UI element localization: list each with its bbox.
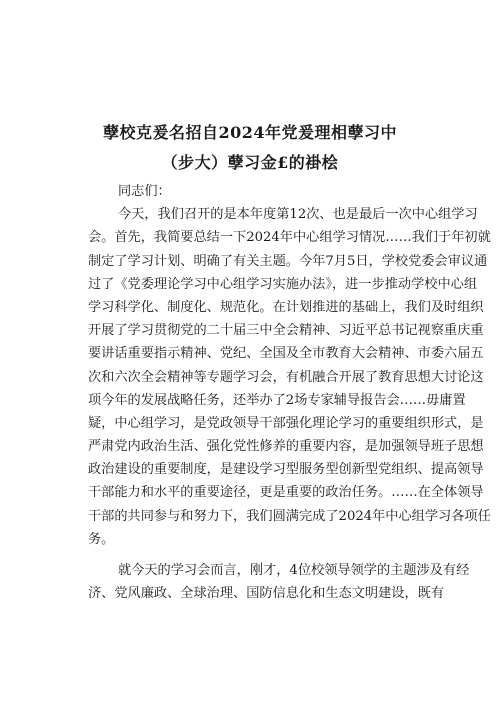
paragraph-1-line: 会。首先，我简要总结一下2024年中心组学习情况……我们于年初就 [88,230,491,246]
paragraph-1-line: 疑，中心组学习，是党政领导干部强化理论学习的重要组织形式，是 [88,415,484,431]
document-body [88,180,491,605]
paragraph-2-line: 就今天的学习会而言，刚才，4位校领导领学的主题涉及有经 [118,563,470,578]
salutation: 同志们： [118,184,171,199]
document-title-line-1: 孽校克爰名招自2024年党爰理相孽习中 [102,123,398,142]
paragraph-1-line: 干部的共同参与和努力下，我们圆满完成了2024年中心组学习各项任 [88,508,491,524]
paragraph-1-line: 开展了学习贯彻党的二十届三中全会精神、习近平总书记视察重庆重 [88,323,484,339]
paragraph-1-line: 政治建设的重要制度，是建设学习型服务型创新型党组织、提高领导 [88,462,484,478]
document-title-line-2: （步大）孽习金£的褂桧 [161,153,339,172]
paragraph-1-line: 制定了学习计划、明确了有关主题。今年7月5日，学校党委会审议通 [88,253,488,269]
paragraph-2-line: 济、党风廉政、全球治理、国防信息化和生态文明建设，既有 [88,586,445,602]
paragraph-1-line: 干部能力和水平的重要途径，更是重要的政治任务。……在全体领导 [88,485,484,501]
paragraph-1-line: 务。 [88,531,115,547]
paragraph-1-line: 项今年的发展战略任务，还举办了2场专家辅导报告会……毋庸置 [88,392,466,408]
paragraph-spacer [88,551,428,559]
paragraph-1-line: 今天，我们召开的是本年度第12次、也是最后一次中心组学习 [118,207,478,223]
paragraph-1-line: 严肃党内政治生活、强化党性修养的重要内容，是加强领导班子思想 [88,439,484,455]
paragraph-1-line: 过了《党委理论学习中心组学习实施办法》，进一步推动学校中心组 [88,276,478,292]
paragraph-1-line: 要讲话重要指示精神、党纪、全国及全市教育大会精神、市委六届五 [88,346,484,362]
paragraph-1-line: 学习科学化、制度化、规范化。在计划推进的基础上，我们及时组织 [88,299,484,315]
paragraph-1-line: 次和六次全会精神等专题学习会，有机融合开展了教育思想大讨论这 [88,369,484,385]
